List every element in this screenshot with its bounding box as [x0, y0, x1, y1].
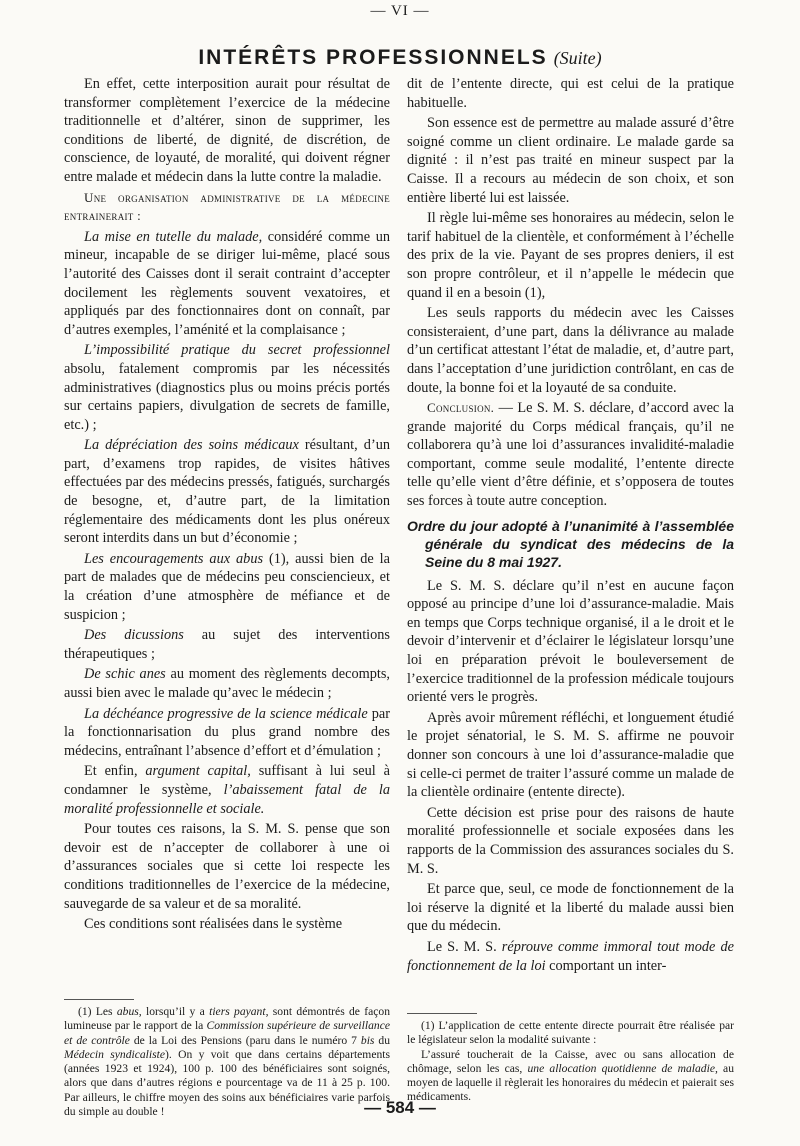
paragraph: Le S. M. S. déclare qu’il n’est en aucune façon opposé au principe d’une loi d’assurance-maladie. Mais en temps que Corps technique organisé, il a le droit et le devoir d’intervenir et d’éclairer le législateur lorsqu’une loi en préparation prévoit le bouleversement de l’exercice traditionnel de la profession médicale toujours orienté vers le progrès. [407, 577, 734, 706]
paragraph: Conclusion. — Le S. M. S. déclare, d’accord avec la grande majorité du Corps médical français, qu’il ne collaborera qu’à une loi d’assurances invalidité-maladie comportant, comme seule modalité, l’entente directe telle qu’elle vient d’être définie, et s’opposera de toutes ses forces à toute autre conception. [407, 400, 734, 510]
page-heading [0, 46, 800, 70]
page-number: — 584 — [364, 1098, 436, 1117]
section-title: INTÉRÊTS PROFESSIONNELS [198, 46, 548, 69]
footnote-divider [407, 1013, 477, 1014]
paragraph: Après avoir mûrement réfléchi, et longuement étudié le projet sénatorial, le S. M. S. affirme ne pouvoir donner son concours à une loi d’assurance-maladie que si celle-ci permet de traiter l’assuré comme un malade de la clientèle ordinaire (entente directe). [407, 709, 734, 801]
paragraph: Des dicussions au sujet des interventions thérapeutiques ; [64, 627, 390, 662]
footnote-text: (1) Les abus, lorsqu’il y a tiers payant, sont démontrés de façon lumineuse par le rapport de la Commission supérieure de surveillance et de contrôle de la Loi des Pensions (paru dans le numéro 7 bis du Médecin syndicaliste). On y voit que dans certains départements (années 1923 et 1924), 100 p. 100 des bénéficiaires sont soignés, alors que dans d’autres régions e pourcentage va de 11 à 25 p. 100. Par ailleurs, le chiffre moyen des soins aux bénéficiaires varie parfois du simple au double ! [64, 1005, 391, 1119]
paragraph: Son essence est de permettre au malade assuré d’être soigné comme un client ordinaire. Le malade garde sa dignité : il n’est pas traité en mineur suspect par la Caisse. Il a recours au médecin de son choix, et son entière liberté lui est laissée. [407, 115, 734, 206]
left-column [64, 75, 390, 936]
paragraph: Il règle lui-même ses honoraires au médecin, selon le tarif habituel de la clientèle, et conformément à l’échelle des prix de la vie. Payant de ses propres deniers, il est son propre contrôleur, et il n’appelle le médecin que quand il en a besoin (1), [407, 210, 734, 301]
paragraph: Le S. M. S. réprouve comme immoral tout mode de fonctionnement de la loi comportant un inter- [407, 938, 734, 974]
subheading: Une organisation administrative de la médecine entrainerait : [64, 189, 390, 224]
resolution-heading: Ordre du jour adopté à l’unanimité à l’assemblée générale du syndicat des médecins de la Seine du 8 mai 1927. [407, 517, 734, 570]
paragraph: La dépréciation des soins médicaux résultant, d’un part, d’examens trop rapides, de visites hâtives effectuées par des médecins pressés, fatigués, surchargés de besogne, et, d’autre part, de la limitation réglementaire des médicaments dont les plus onéreux seront interdits dans un but d’économie ; [64, 437, 390, 547]
section-title-suffix: (Suite) [553, 48, 602, 68]
paragraph: La déchéance progressive de la science médicale par la fonctionnarisation du plus grand nombre des médecins, entraînant l’absence d’effort et d’émulation ; [64, 705, 390, 759]
paragraph: L’impossibilité pratique du secret professionnel absolu, fatalement compromis par les nécessités administratives (diagnostics plus ou moins précis portés sur certains papiers, divulgation de secrets de famille, etc.) ; [64, 342, 390, 433]
paragraph: Et parce que, seul, ce mode de fonctionnement de la loi réserve la dignité et la liberté du malade aussi bien que du médecin. [407, 881, 734, 935]
paragraph: Les encouragements aux abus (1), aussi bien de la part de malades que de médecins peu consciencieux, et la création d’une atmosphère de méfiance et de suspicion ; [64, 550, 390, 623]
footnote-divider [64, 999, 134, 1000]
paragraph: Cette décision est prise pour des raisons de haute moralité professionnelle et sociale exposées dans les rapports de la Commission des assurances sociales du S. M. S. [407, 804, 734, 877]
paragraph: Pour toutes ces raisons, la S. M. S. pense que son devoir est de n’accepter de collaborer à une oi d’assurances sociales que si cette loi respecte les conditions traditionnelles de l’exercice de la médecine, sauvegarde de sa valeur et de sa moralité. [64, 821, 390, 912]
right-footnote [407, 1019, 734, 1105]
footnote-text: L’assuré toucherait de la Caisse, avec ou sans allocation de chômage, selon les cas, une allocation quotidienne de maladie, au moyen de laquelle il règlerait les honoraires du médecin et paierait ses médicaments. [407, 1047, 734, 1104]
paragraph: En effet, cette interposition aurait pour résultat de transformer complètement l’exercice de la médecine traditionnelle et d’altérer, sinon de supprimer, les conditions de liberté, de dignité, de discrétion, de conscience, de loyauté, de moralité, qui doivent régner entre malade et médecin dans la lutte contre la maladie. [64, 76, 390, 185]
right-column [407, 75, 734, 977]
roman-page-number: — VI — [370, 3, 430, 19]
paragraph: La mise en tutelle du malade, considéré comme un mineur, incapable de se diriger lui-même, placé sous l’autorité des Caisses dont il serait contraint d’accepter docilement les règlements souvent vexatoires, et appliqués par des fonctionnaires dont on connaît, par d’autres exemples, l’aménité et la complaisance ; [64, 228, 390, 338]
paragraph: dit de l’entente directe, qui est celui de la pratique habituelle. [407, 76, 734, 111]
paragraph: Ces conditions sont réalisées dans le système [84, 916, 343, 933]
paragraph: Les seuls rapports du médecin avec les Caisses consisteraient, d’une part, dans la délivrance au malade d’un certificat attestant l’état de maladie, et, d’autre part, dans l’acceptation d’une juridiction contrôlant, en cas de doute, la bonne foi et la loyauté de sa conduite. [407, 305, 734, 396]
paragraph: De schic anes au moment des règlements decompts, aussi bien avec le malade qu’avec le médecin ; [64, 666, 390, 701]
footnote-text: (1) L’application de cette entente directe pourrait être réalisée par le législateur selon la modalité suivante : [407, 1019, 734, 1047]
paragraph: Et enfin, argument capital, suffisant à lui seul à condamner le système, l’abaissement fatal de la moralité professionnelle et sociale. [64, 763, 390, 817]
